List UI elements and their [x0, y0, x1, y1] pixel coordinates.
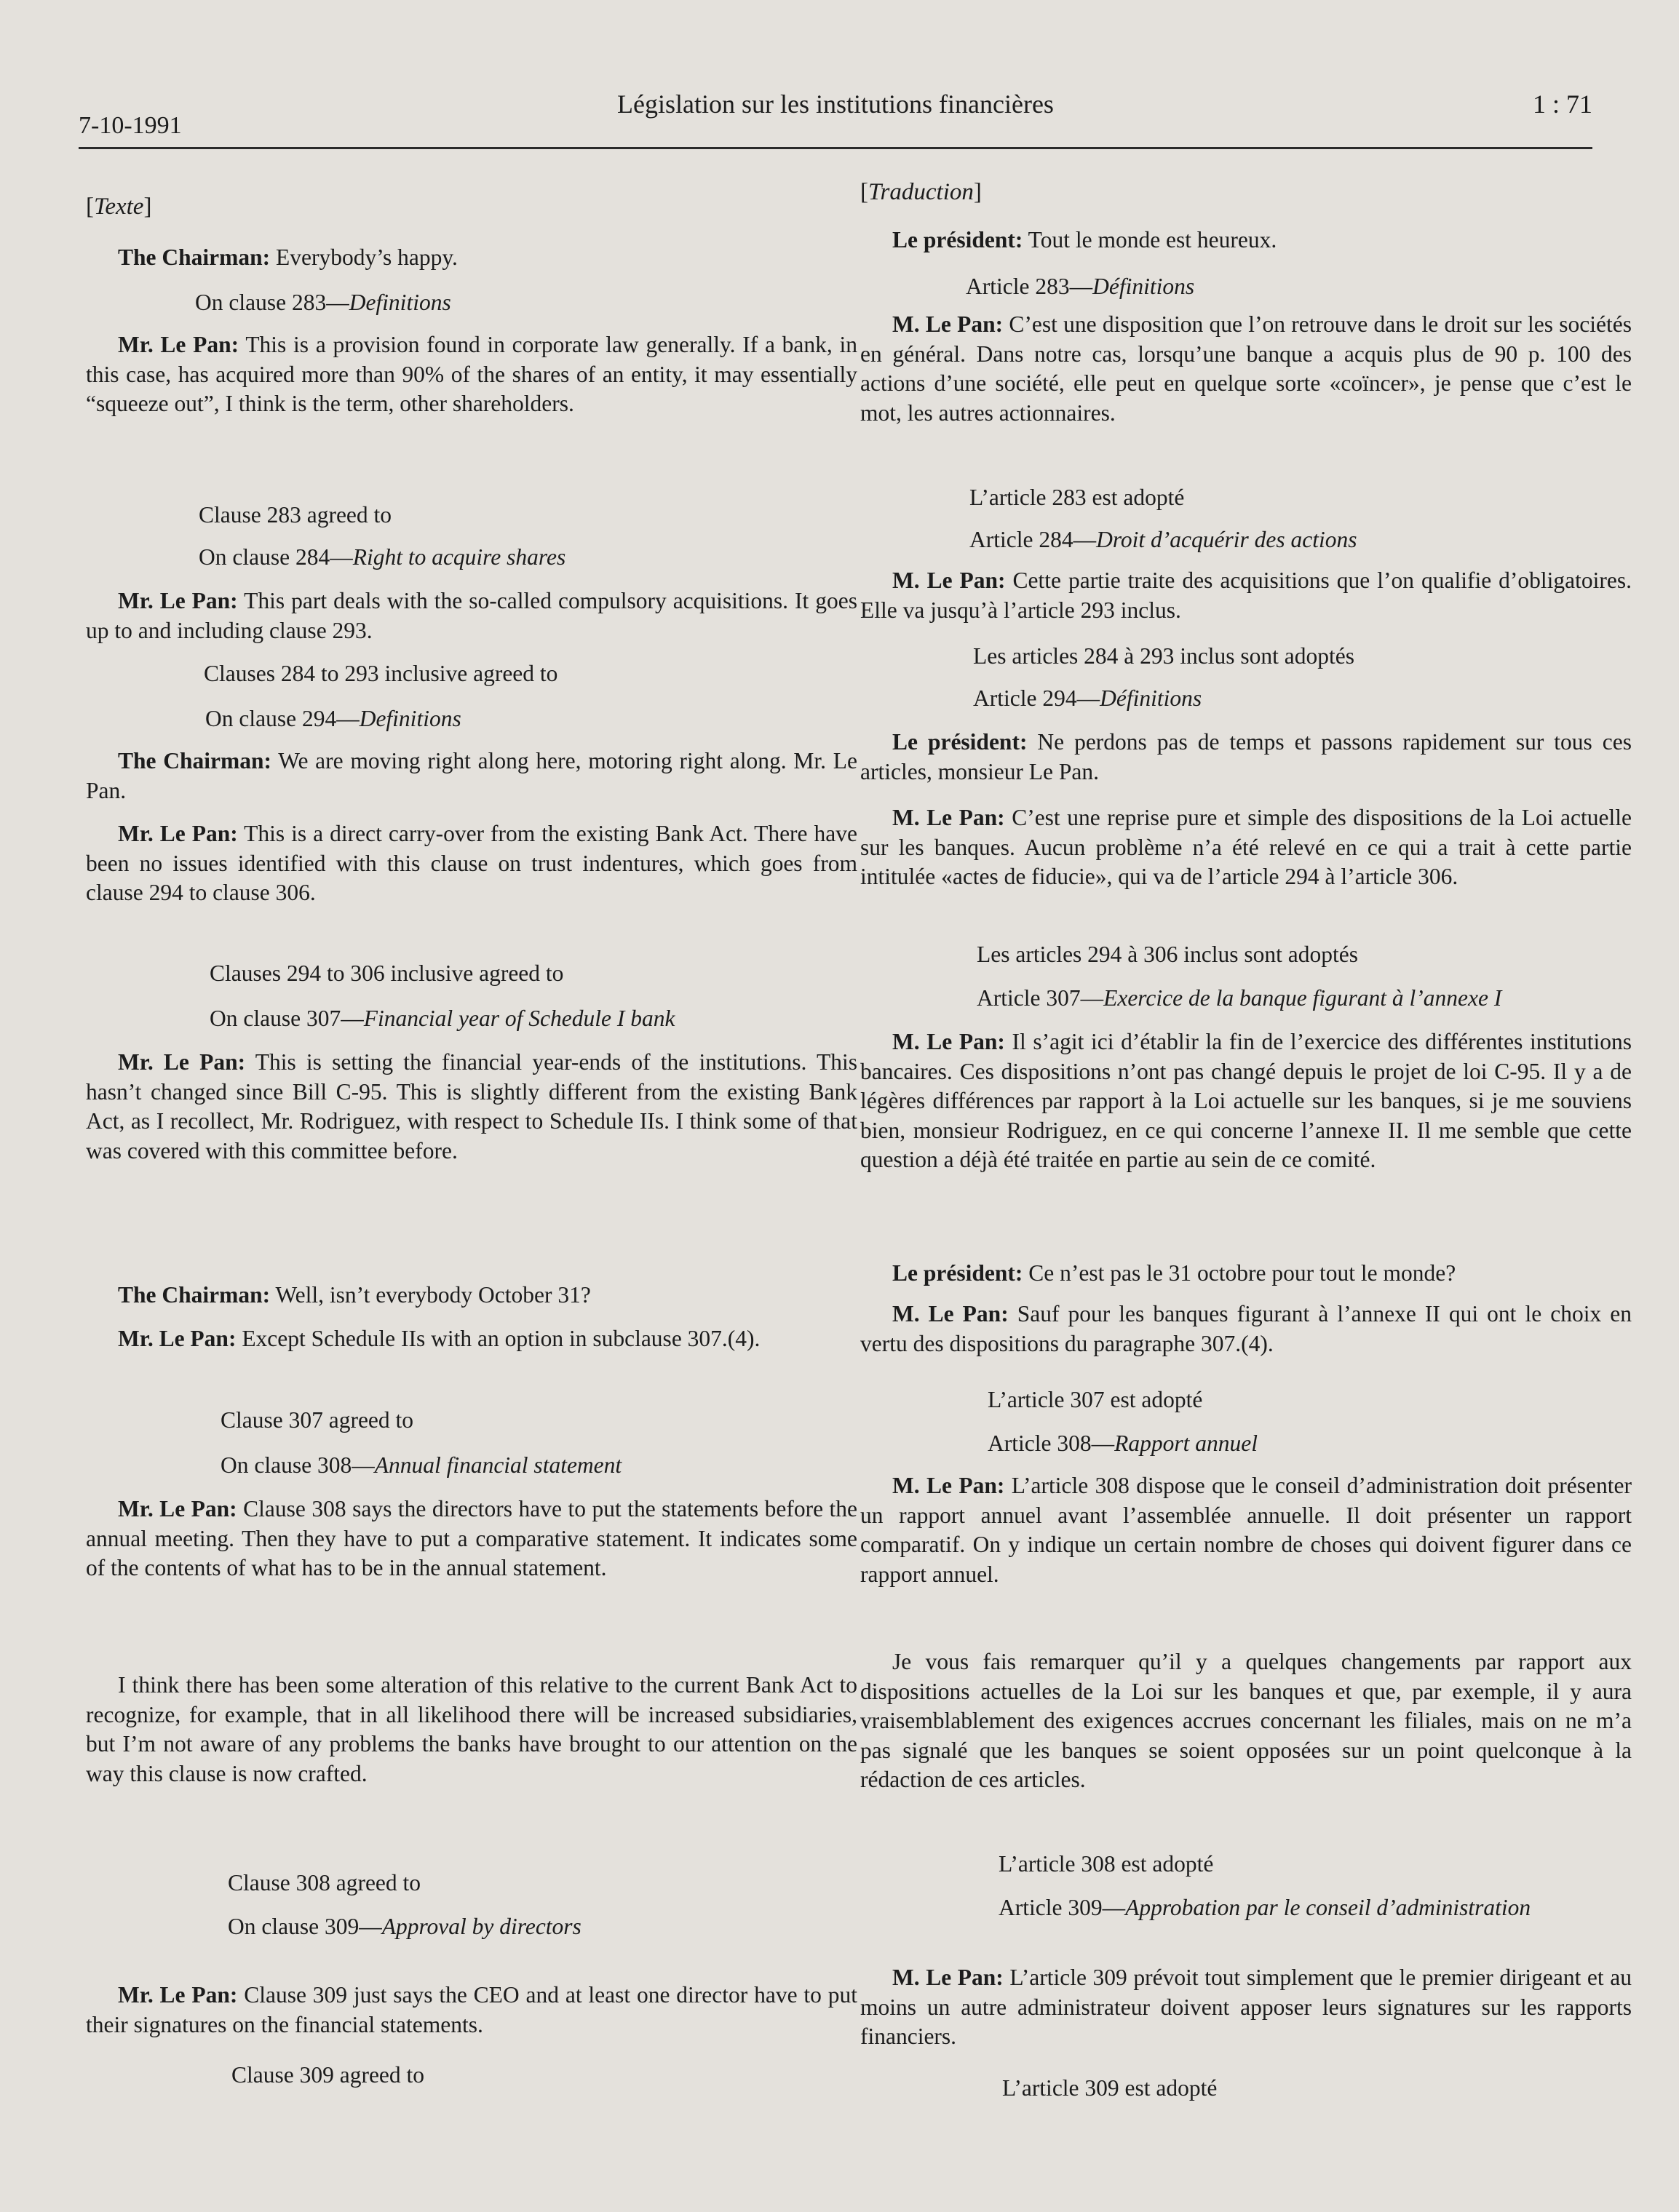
speaker: Mr. Le Pan:: [118, 1496, 237, 1521]
paragraph: Je vous fais remarquer qu’il y a quelques changements par rapport aux dispositions actuelles de la Loi sur les banques et que, par exemple, il y aura vraisemblablement des exigences accrues concernant les filiales, mais on ne m’a pas signalé que les banques se soient opposées sur un point quelconque à la rédaction de ces articles.: [860, 1649, 1632, 1792]
speaker: The Chairman:: [118, 748, 272, 773]
column-tag: [Texte]: [86, 194, 152, 220]
paragraph: I think there has been some alteration of this relative to the current Bank Act to recognize, for example, that in all likelihood there will be increased subsidiaries, but I’m not aware of any problems the banks have brought to our attention on the way this clause is now crafted.: [86, 1672, 857, 1786]
paragraph: Mr. Le Pan: This is a direct carry-over from the existing Bank Act. There have been no issues identified with this clause on trust indentures, which goes from clause 294 to clause 306.: [86, 821, 857, 905]
paragraph: Le président: Tout le monde est heureux.: [892, 227, 1277, 252]
speaker: M. Le Pan:: [892, 805, 1005, 830]
clause-agreed: L’article 308 est adopté: [999, 1851, 1214, 1877]
clause-heading: Article 309—Approbation par le conseil d’administration: [999, 1895, 1531, 1920]
speaker: M. Le Pan:: [892, 1301, 1009, 1326]
paragraph: M. Le Pan: L’article 308 dispose que le conseil d’administration doit présenter un rapport annuel avant l’assemblée annuelle. Il doit présenter un rapport comparatif. On y indique un certain nombre de choses qui doivent figurer dans ce rapport annuel.: [860, 1473, 1632, 1587]
paragraph: M. Le Pan: C’est une reprise pure et simple des dispositions de la Loi actuelle sur les banques. Aucun problème n’a été relevé en ce qui a trait à cette partie intitulée «actes de fiducie», qui va de l’article 294 à l’article 306.: [860, 805, 1632, 889]
clause-agreed: Clauses 284 to 293 inclusive agreed to: [204, 661, 558, 686]
paragraph: M. Le Pan: L’article 309 prévoit tout simplement que le premier dirigeant et au moins un autre administrateur doivent apposer leurs signatures sur les rapports financiers.: [860, 1965, 1632, 2049]
clause-agreed: Clause 309 agreed to: [231, 2062, 425, 2088]
paragraph: M. Le Pan: Il s’agit ici d’établir la fin de l’exercice des différentes institutions bancaires. Ces dispositions n’ont pas changé depuis le projet de loi C-95. Il y a de légères différences par rapport à la Loi actuelle sur les banques, si je me souviens bien, monsieur Rodriguez, en ce qui concerne l’annexe II. Il me semble que cette question a déjà été traitée en partie au sein de ce comité.: [860, 1029, 1632, 1172]
clause-heading: Article 307—Exercice de la banque figurant à l’annexe I: [977, 985, 1502, 1011]
header-page-number: 1 : 71: [1532, 89, 1592, 119]
clause-agreed: Les articles 284 à 293 inclus sont adoptés: [973, 643, 1355, 669]
clause-agreed: Clause 308 agreed to: [228, 1870, 421, 1895]
clause-heading: Article 294—Définitions: [973, 685, 1202, 711]
paragraph: Mr. Le Pan: Clause 309 just says the CEO and at least one director have to put their signatures on the financial statements.: [86, 1982, 857, 2037]
speaker: Mr. Le Pan:: [118, 1982, 238, 2008]
paragraph: The Chairman: Well, isn’t everybody October 31?: [118, 1282, 591, 1308]
paragraph: Mr. Le Pan: This is setting the financial year-ends of the institutions. This hasn’t changed since Bill C-95. This is slightly different from the existing Bank Act, as I recollect, Mr. Rodriguez, with respect to Schedule IIs. I think some of that was covered with this committee before.: [86, 1049, 857, 1163]
column-tag: [Traduction]: [860, 179, 982, 205]
page-header: [79, 81, 1592, 149]
paragraph: Le président: Ne perdons pas de temps et passons rapidement sur tous ces articles, monsieur Le Pan.: [860, 729, 1632, 784]
clause-heading: On clause 283—Definitions: [195, 290, 451, 315]
header-title: Législation sur les institutions financières: [617, 89, 1054, 119]
clause-agreed: L’article 307 est adopté: [988, 1387, 1203, 1412]
paragraph: Le président: Ce n’est pas le 31 octobre pour tout le monde?: [892, 1260, 1456, 1286]
speaker: M. Le Pan:: [892, 568, 1006, 593]
speaker: Le président:: [892, 729, 1028, 755]
speaker: Mr. Le Pan:: [118, 332, 239, 357]
clause-agreed: L’article 283 est adopté: [969, 485, 1185, 510]
speaker: The Chairman:: [118, 244, 271, 270]
clause-heading: Article 284—Droit d’acquérir des actions: [969, 527, 1357, 552]
clause-agreed: Les articles 294 à 306 inclus sont adoptés: [977, 942, 1359, 967]
clause-heading: On clause 308—Annual financial statement: [221, 1452, 622, 1478]
speaker: M. Le Pan:: [892, 1029, 1005, 1054]
clause-heading: On clause 284—Right to acquire shares: [199, 544, 566, 570]
speaker: M. Le Pan:: [892, 311, 1004, 337]
clause-heading: On clause 294—Definitions: [205, 706, 461, 731]
speaker: Mr. Le Pan:: [118, 1049, 246, 1075]
clause-agreed: Clause 307 agreed to: [221, 1407, 414, 1433]
clause-agreed: Clause 283 agreed to: [199, 502, 392, 528]
clause-heading: On clause 307—Financial year of Schedule I bank: [210, 1006, 675, 1031]
paragraph: M. Le Pan: Cette partie traite des acquisitions que l’on qualifie d’obligatoires. Elle va jusqu’à l’article 293 inclus.: [860, 568, 1632, 623]
paragraph: Mr. Le Pan: This part deals with the so-called compulsory acquisitions. It goes up to and including clause 293.: [86, 588, 858, 643]
speaker: Mr. Le Pan:: [118, 588, 238, 613]
header-date: 7-10-1991: [79, 112, 182, 139]
speaker: Le président:: [892, 227, 1023, 252]
paragraph: M. Le Pan: C’est une disposition que l’on retrouve dans le droit sur les sociétés en général. Dans notre cas, lorsqu’une banque a acquis plus de 90 p. 100 des actions d’une société, elle peut en quelque sorte «coïncer», je pense que c’est le mot, les autres actionnaires.: [860, 311, 1632, 426]
paragraph: M. Le Pan: Sauf pour les banques figurant à l’annexe II qui ont le choix en vertu des dispositions du paragraphe 307.(4).: [860, 1301, 1632, 1356]
paragraph: Mr. Le Pan: Except Schedule IIs with an option in subclause 307.(4).: [118, 1326, 761, 1351]
paragraph: Mr. Le Pan: Clause 308 says the directors have to put the statements before the annual meeting. Then they have to put a comparative statement. It indicates some of the contents of what has to be in the annual statement.: [86, 1496, 858, 1580]
paragraph: Mr. Le Pan: This is a provision found in corporate law generally. If a bank, in this case, has acquired more than 90% of the shares of an entity, it may essentially “squeeze out”, I think is the term, other shareholders.: [86, 332, 858, 416]
paragraph: The Chairman: We are moving right along here, motoring right along. Mr. Le Pan.: [86, 748, 858, 803]
speaker: Mr. Le Pan:: [118, 1326, 237, 1351]
clause-agreed: L’article 309 est adopté: [1002, 2075, 1218, 2101]
speaker: M. Le Pan:: [892, 1473, 1005, 1498]
paragraph: The Chairman: Everybody’s happy.: [118, 244, 458, 270]
clause-heading: On clause 309—Approval by directors: [228, 1914, 582, 1939]
clause-heading: Article 308—Rapport annuel: [988, 1431, 1258, 1456]
clause-agreed: Clauses 294 to 306 inclusive agreed to: [210, 960, 564, 986]
speaker: M. Le Pan:: [892, 1965, 1004, 1990]
clause-heading: Article 283—Définitions: [966, 274, 1195, 299]
speaker: Le président:: [892, 1260, 1023, 1286]
speaker: Mr. Le Pan:: [118, 821, 238, 846]
speaker: The Chairman:: [118, 1282, 271, 1308]
